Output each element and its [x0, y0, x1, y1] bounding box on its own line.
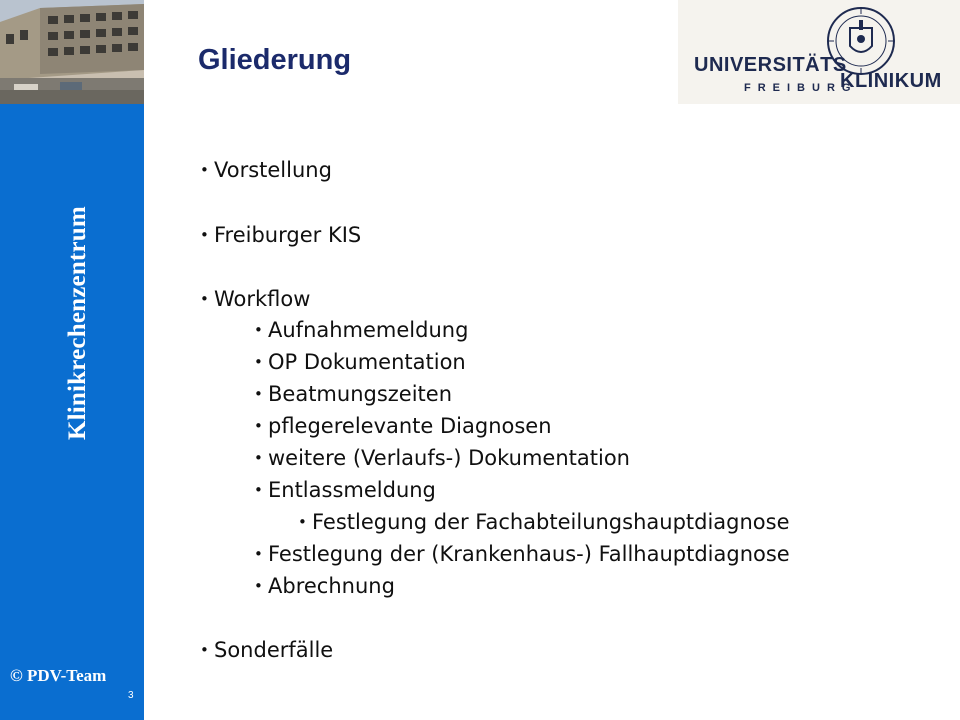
outline-subitem: • Abrechnung: [254, 574, 395, 598]
outline-subitem: • OP Dokumentation: [254, 350, 466, 374]
building-photo: [0, 0, 144, 104]
copyright: © PDV-Team: [10, 666, 107, 685]
bullet-icon: •: [200, 290, 209, 308]
bullet-icon: •: [254, 577, 263, 595]
outline-item: • Vorstellung: [200, 158, 332, 182]
bullet-icon: •: [254, 385, 263, 403]
outline-subitem: • weitere (Verlaufs-) Dokumentation: [254, 446, 630, 470]
outline-subitem: • Beatmungszeiten: [254, 382, 453, 406]
vertical-title: [60, 148, 100, 448]
outline-list: [200, 0, 940, 720]
logo-text-freiburg: FREIBURG: [744, 82, 858, 94]
bullet-icon: •: [200, 161, 209, 179]
outline-item: • Freiburger KIS: [200, 223, 362, 247]
outline-item: • Workflow: [200, 287, 311, 311]
outline-subitem: • Entlassmeldung: [254, 478, 436, 502]
outline-subsubitem: • Festlegung der Fachabteilungshauptdiagnose: [298, 510, 790, 534]
logo-text-klinikum: KLINIKUM: [840, 70, 942, 92]
bullet-icon: •: [200, 641, 209, 659]
bullet-icon: •: [254, 481, 263, 499]
bullet-icon: •: [254, 417, 263, 435]
bullet-icon: •: [298, 513, 307, 531]
vertical-title-text: Klinikrechenzentrum: [64, 206, 91, 440]
outline-subitem: • Festlegung der (Krankenhaus-) Fallhauptdiagnose: [254, 542, 790, 566]
page-number: 3: [128, 690, 134, 701]
logo-text-universitaets: UNIVERSITÄTS: [694, 54, 847, 76]
outline-subitem: • Aufnahmemeldung: [254, 318, 469, 342]
bullet-icon: •: [254, 545, 263, 563]
bullet-icon: •: [254, 353, 263, 371]
outline-subitem: • pflegerelevante Diagnosen: [254, 414, 552, 438]
page-title: Gliederung: [198, 44, 352, 76]
outline-item: • Sonderfälle: [200, 638, 334, 662]
bullet-icon: •: [254, 449, 263, 467]
sidebar: [0, 0, 144, 720]
bullet-icon: •: [200, 226, 209, 244]
bullet-icon: •: [254, 321, 263, 339]
